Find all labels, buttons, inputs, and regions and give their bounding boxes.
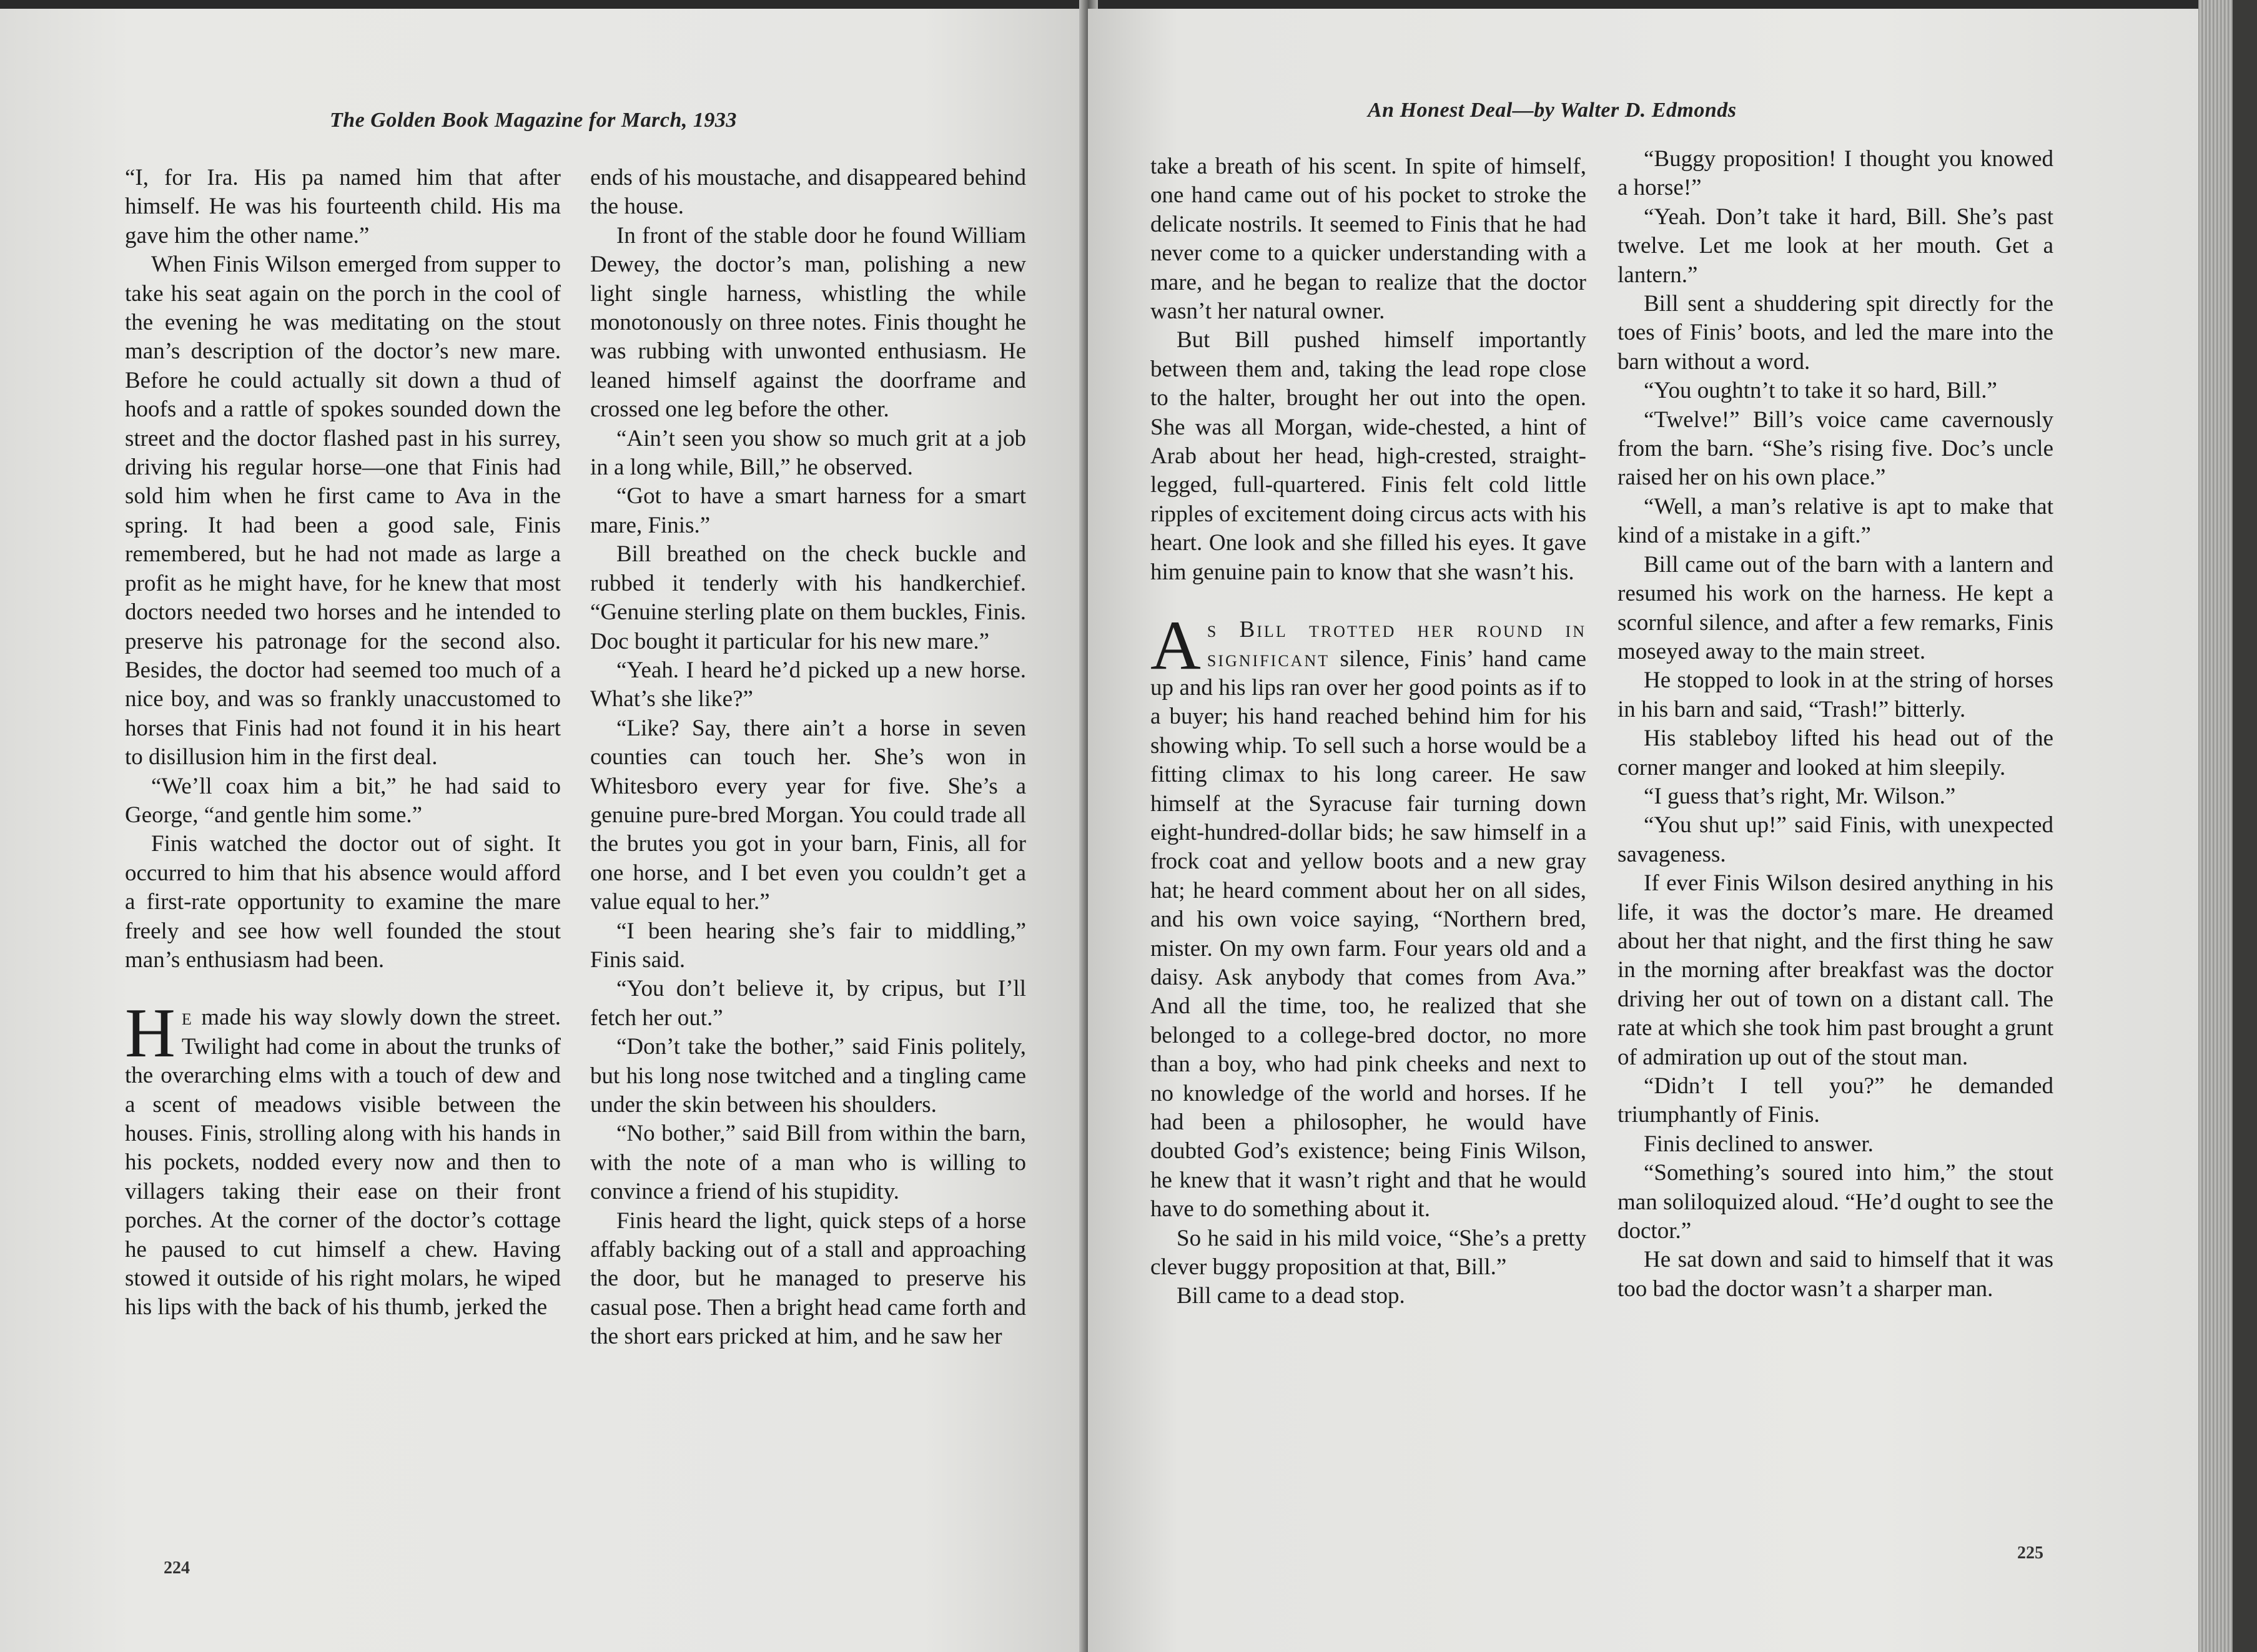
- drop-cap: H: [125, 995, 175, 1073]
- paragraph: “Buggy proposition! I thought you knowed a horse!”: [1617, 146, 2053, 201]
- small-caps-lead: s Bill trotted her round in significant: [1207, 617, 1586, 672]
- dropcap-paragraph: [125, 995, 561, 1322]
- left-page-number: 224: [164, 1558, 190, 1578]
- paragraph: “I been hearing she’s fair to middling,” Finis said.: [590, 918, 1026, 973]
- paragraph: In front of the stable door he found William Dewey, the doctor’s man, polishing a new light single harness, whistling the while monotonously on three notes. Finis thought he was rubbing with unwonted enthusiasm. He leaned himself against the doorframe and crossed one leg before the other.: [590, 222, 1026, 423]
- paragraph: “Didn’t I tell you?” he demanded triumphantly of Finis.: [1617, 1073, 2053, 1128]
- paragraph: “Don’t take the bother,” said Finis politely, but his long nose twitched and a tingling came under the skin between his shoulders.: [590, 1034, 1026, 1118]
- dropcap-paragraph: [1150, 607, 1586, 1224]
- paragraph: So he said in his mild voice, “She’s a pretty clever buggy proposition at that, Bill.”: [1150, 1225, 1586, 1281]
- paragraph: If ever Finis Wilson desired anything in his life, it was the doctor’s mare. He dreamed about her that night, and the first thing he saw in the morning after breakfast was the doctor driving her out of town on a distant call. The rate at which she took him past brought a grunt of admiration up out of the stout man.: [1617, 870, 2053, 1070]
- paragraph: But Bill pushed himself importantly between them and, taking the lead rope close to the halter, brought her out into the open. She was all Morgan, wide-chested, a hint of Arab about her head, high-crested, straight-legged, full-quartered. Finis felt cold little ripples of excitement doing circus acts with his heart. One look and she filled his eyes. It gave him genuine pain to know that she wasn’t his.: [1150, 327, 1586, 585]
- paragraph: “You oughtn’t to take it so hard, Bill.”: [1644, 378, 1997, 404]
- right-column-2: [1617, 145, 2053, 1304]
- paragraph: When Finis Wilson emerged from supper to take his seat again on the porch in the cool of the evening he was meditating on the stout man’s description of the doctor’s new mare. Before he could actually sit down a thud of hoofs and a rattle of spokes sounded down the street and the doctor flashed past in his surrey, driving his regular horse—one that Finis had sold him when he first came to Ava in the spring. It had been a good sale, Finis remembered, but he had not made as large a profit as he might have, for he knew that most doctors needed two horses and he intended to preserve his patronage for the second also. Besides, the doctor had seemed too much of a nice boy, and was so frankly unaccustomed to horses that Finis had not found it in his heart to disillusion him in the first deal.: [125, 252, 561, 770]
- paragraph: “We’ll coax him a bit,” he had said to George, “and gentle him some.”: [125, 773, 561, 828]
- paragraph: Finis declined to answer.: [1644, 1131, 1874, 1157]
- paragraph: “Got to have a smart harness for a smart mare, Finis.”: [590, 483, 1026, 538]
- paragraph: “I guess that’s right, Mr. Wilson.”: [1644, 783, 1956, 809]
- left-column-1: [125, 164, 561, 1322]
- paragraph: “Well, a man’s relative is apt to make that kind of a mistake in a gift.”: [1617, 493, 2053, 549]
- right-page-number: 225: [2017, 1543, 2043, 1563]
- paragraph: He sat down and said to himself that it was too bad the doctor wasn’t a sharper man.: [1617, 1247, 2053, 1302]
- paragraph: take a breath of his scent. In spite of himself, one hand came out of his pocket to stroke the delicate nostrils. It seemed to Finis that he had never come to a quicker understanding with a mare, and he began to realize that the doctor wasn’t her natural owner.: [1150, 154, 1586, 325]
- paragraph: “Like? Say, there ain’t a horse in seven counties can touch her. She’s won in Whitesboro every year for five. She’s a genuine pure-bred Morgan. You could trade all the brutes you got in your barn, Finis, all for one horse, and I bet even you couldn’t get a value equal to her.”: [590, 715, 1026, 915]
- paragraph: “Ain’t seen you show so much grit at a job in a long while, Bill,” he observed.: [590, 425, 1026, 481]
- left-page: [0, 9, 1087, 1652]
- right-page: [1088, 9, 2212, 1652]
- left-running-header: The Golden Book Magazine for March, 1933: [330, 109, 737, 132]
- paragraph: “You shut up!” said Finis, with unexpected savageness.: [1617, 812, 2053, 867]
- paragraph: “You don’t believe it, by cripus, but I’ll fetch her out.”: [590, 976, 1026, 1031]
- paragraph: His stableboy lifted his head out of the corner manger and looked at him sleepily.: [1617, 725, 2053, 780]
- paragraph: “Yeah. Don’t take it hard, Bill. She’s past twelve. Let me look at her mouth. Get a lantern.”: [1617, 204, 2053, 288]
- left-column-2: [590, 164, 1026, 1352]
- right-running-header: An Honest Deal—by Walter D. Edmonds: [1368, 99, 1737, 122]
- paragraph: Finis heard the light, quick steps of a horse affably backing out of a stall and approaching the door, but he managed to preserve his casual pose. Then a bright head came forth and the short ears pricked at him, and he saw her: [590, 1207, 1026, 1350]
- paragraph: Bill came to a dead stop.: [1177, 1283, 1405, 1309]
- paragraph: ends of his moustache, and disappeared behind the house.: [590, 165, 1026, 220]
- paragraph: “Something’s soured into him,” the stout man soliloquized aloud. “He’d ought to see the doctor.”: [1617, 1160, 2053, 1244]
- paragraph: Bill came out of the barn with a lantern and resumed his work on the harness. He kept a scornful silence, and after a few remarks, Finis moseyed away to the main street.: [1617, 551, 2053, 664]
- paragraph: “No bother,” said Bill from within the barn, with the note of a man who is willing to convince a friend of his stupidity.: [590, 1121, 1026, 1205]
- dropcap-paragraph-text: made his way slowly down the street. Twilight had come in about the trunks of the overarching elms with a touch of dew and a scent of meadows visible between the houses. Finis, strolling along with his hands in his pockets, nodded every now and then to villagers taking their ease on their front porches. At the corner of the doctor’s cottage he paused to cut himself a chew. Having stowed it outside of his right molars, he wiped his lips with the back of his thumb, jerked the: [125, 1005, 561, 1320]
- paragraph: Finis watched the doctor out of sight. It occurred to him that his absence would afford a first-rate opportunity to examine the mare freely and see how well founded the stout man’s enthusiasm had been.: [125, 831, 561, 973]
- book-cover-edge: [2233, 0, 2257, 1652]
- paragraph: “Twelve!” Bill’s voice came cavernously from the barn. “She’s rising five. Doc’s uncle raised her on his own place.”: [1617, 406, 2053, 491]
- paragraph: He stopped to look in at the string of horses in his barn and said, “Trash!” bitterly.: [1617, 667, 2053, 722]
- paragraph: “Yeah. I heard he’d picked up a new horse. What’s she like?”: [590, 657, 1026, 712]
- paragraph: Bill breathed on the check buckle and rubbed it tenderly with his handkerchief. “Genuine sterling plate on them buckles, Finis. Doc bought it particular for his new mare.”: [590, 541, 1026, 654]
- small-caps-lead: e: [181, 1005, 194, 1031]
- right-column-1: [1150, 152, 1586, 1311]
- dropcap-paragraph-text: silence, Finis’ hand came up and his lips ran over her good points as if to a buyer; his hand reached behind him for his showing whip. To sell such a horse would be a fitting climax to his long career. He saw himself at the Syracuse fair turning down eight-hundred-dollar bids; he saw himself in a frock coat and yellow boots and a new gray hat; he heard comment about her on all sides, and his own voice saying, “Northern bred, mister. On my own farm. Four years old and a daisy. Ask anybody that comes from Ava.” And all the time, too, he realized that she belonged to a college-bred doctor, no more than a boy, who had pink cheeks and next to no knowledge of the world and horses. If he had been a philosopher, he would have doubted God’s existence; being Finis Wilson, he knew that it wasn’t right and that he would have to do something about it.: [1150, 646, 1586, 1222]
- paragraph: “I, for Ira. His pa named him that after himself. He was his fourteenth child. His ma gave him the other name.”: [125, 165, 561, 248]
- drop-cap: A: [1150, 607, 1201, 685]
- paragraph: Bill sent a shuddering spit directly for the toes of Finis’ boots, and led the mare into the barn without a word.: [1617, 291, 2053, 375]
